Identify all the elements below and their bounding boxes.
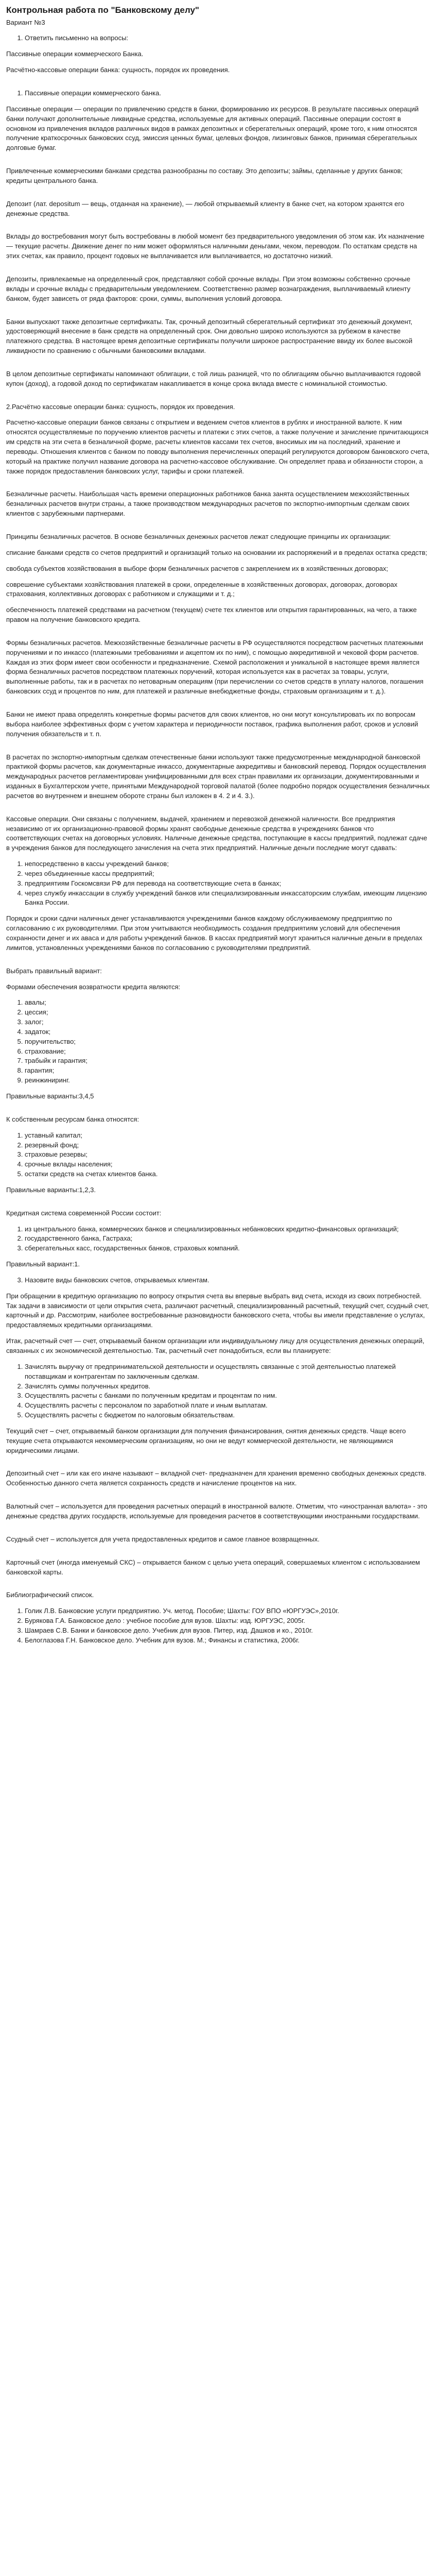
bibliography-item: 1. Голик Л.В. Банковские услуги предприятию. Уч. метод. Пособие; Шахты: ГОУ ВПО «ЮРГУЭС»,2010г.: [25, 1606, 430, 1616]
paragraph-payment-forms: Формы безналичных расчетов. Межхозяйственные безналичные расчеты в РФ осуществляются посредством расчетных платежными поручениями и по инкассо (платежными требованиями и акцептом их по ним), с помощью аккредитивной и чековой форм расчетов. Каждая из этих форм имеет свои особенности и предназначение. Схемой расположения и уникальной в настоящее время является форма безналичных расчетов посредством платежных поручений, которая используется как в расчетах за товары, услуги, выполненные работы, так и в расчетах по нетоварным операциям (при перечислении со счетов средств в уплату налогов, погашения банковских ссуд и процентов по ним, для платежей и различные внебюджетные фонды, страховым организациям и т. д.).: [6, 638, 424, 696]
list-item: 2. государственного банка, Гастраха;: [25, 1234, 430, 1244]
section-3-heading: 3. Назовите виды банковских счетов, открываемых клиентам.: [25, 1276, 430, 1285]
list-item: 4. задаток;: [25, 1027, 430, 1037]
list-item: 1. непосредственно в кассы учреждений банков;: [25, 859, 430, 869]
question-credit-system: Кредитная система современной России состоит:: [6, 1209, 162, 1217]
question-collateral: Формами обеспечения возвратности кредита являются:: [6, 982, 181, 991]
list-item: 4. Осуществлять расчеты с персоналом по заработной плате и иным выплатам.: [25, 1401, 430, 1411]
list-item: 1. Зачислять выручку от предпринимательской деятельности и осуществлять связанные с этой деятельностью платежей поставщикам и контрагентам по заключенным сделкам.: [25, 1362, 430, 1382]
paragraph-banks-advice: Банки не имеют права определять конкретные формы расчетов для своих клиентов, но они могут консультировать их по вопросам выбора наиболее эффективных форм с учетом характера и периодичности поставок, графика выполнения работ, сроков и условий получения обязательств и т. п.: [6, 710, 418, 738]
section-1-heading-list: [6, 89, 430, 98]
paragraph-settlement-account: Итак, расчетный счет — счет, открываемый банком организации или индивидуальному лицу для осуществления денежных операций, связанных с их экономической деятельностью. Так, расчетный счет понадобиться, если вы планируете:: [6, 1337, 425, 1355]
paragraph-account-types: При обращении в кредитную организацию по вопросу открытия счета вы впервые выбрать вид счета, исходя из своих потребностей. Так задачи в зависимости от цели открытия счета, различают расчетный, специализированный расчетный, текущий счет, ссудный счет, карточный и др. Рассмотрим, наиболее востребованные разновидности банковского счета, чтобы вы имели представление о услугах, предоставляемых кредитными организациями.: [6, 1292, 429, 1329]
list-item: 7. трабыйк и гарантия;: [25, 1056, 430, 1066]
paragraph-international: В расчетах по экспортно-импортным сделкам отечественные банки используют также предусмотренные международной банковской практикой формы расчетов, как документарные инкассо, документарные аккредитивы и банковский перевод. Порядок осуществления международных расчетов регламентирован унифицированными для всех стран правилами их организации, документированными и изданных в Бухгалтерском учете, принятыми Международной торговой палатой (более подробно порядок осуществления безналичных расчетов во внутреннем и внешнем обороте страны был изложен в 4. 2 и 4. 3.).: [6, 753, 430, 800]
bibliography-item: 3. Шамраев С.В. Банки и банковское дело. Учебник для вузов. Питер, изд. Дашков и ко., 2010г.: [25, 1626, 430, 1636]
section-2-heading: 2.Расчётно кассовые операции банка: сущность, порядок их проведения.: [6, 402, 235, 411]
paragraph-deposit-definition: Депозит (лат. depositum — вещь, отданная на хранение), — любой открываемый клиенту в банке счет, на котором хранятся его денежные средства.: [6, 199, 405, 217]
list-item: 3. Осуществлять расчеты с банками по полученным кредитам и процентам по ним.: [25, 1391, 430, 1401]
bibliography-item: 4. Белоглазова Г.Н. Банковское дело. Учебник для вузов. М.; Финансы и статистика, 2006г.: [25, 1636, 430, 1646]
list-item: 5. Осуществлять расчеты с бюджетом по налоговым обязательствам.: [25, 1411, 430, 1420]
credit-system-options: [6, 1225, 430, 1254]
list-item: 2. через объединенные кассы предприятий;: [25, 869, 430, 879]
bibliography-title: Библиографический список.: [6, 1591, 94, 1599]
list-item: 3. залог;: [25, 1018, 430, 1027]
paragraph-certificates: Банки выпускают также депозитные сертификаты. Так, срочный депозитный сберегательный сертификат это денежный документ, удостоверяющий внесение в банк средств на определенный срок. Они довольно широко используются за рубежом в качестве платежного средства. В настоящее время депозитные сертификаты получили широкое распространение ввиду их более высокой ликвидности по сравнению с обычными банковскими вкладами.: [6, 317, 413, 355]
list-item: 3. предприятиям Госкомсвязи РФ для перевода на соответствующие счета в банках;: [25, 879, 430, 889]
intro-list: [6, 33, 430, 43]
own-resources-options: [6, 1131, 430, 1179]
list-item: 4. через службу инкассации в службу учреждений банков или специализированным инкассаторским службам, имеющим лицензию Банка России.: [25, 889, 430, 908]
choose-heading: Выбрать правильный вариант:: [6, 967, 102, 975]
list-item: 5. остатки средств на счетах клиентов банка.: [25, 1170, 430, 1179]
paragraph-current-account: Текущий счет – счет, открываемый банком организации для получения финансирования, снятия денежных средств. Чаще всего текущие счета открываются некоммерческим организациям, но они не ведут коммерческой деятельности, не являющимися юридическими лицами.: [6, 1427, 406, 1454]
list-item: 4. срочные вклады населения;: [25, 1160, 430, 1170]
intro-item: 1. Ответить письменно на вопросы:: [25, 33, 430, 43]
paragraph-attracted-funds: Привлеченные коммерческими банками средства разнообразны по составу. Это депозиты; займы, сделанные у других банков; кредиты центрального банка.: [6, 167, 403, 184]
variant-label: Вариант №3: [6, 18, 45, 26]
paragraph-cash-ops: Кассовые операции. Они связаны с получением, выдачей, хранением и перевозкой денежной наличности. Все предприятия независимо от их организационно-правовой формы хранят свободные денежные средства в учреждениях банков что соответствующих счетах на договорных условиях. Наличные денежные средства, поступающие в кассы предприятий, подлежат сдаче в учреждения банков для последующего зачисления на счета этих предприятий. Наличные деньги последние могут сдавать:: [6, 815, 427, 852]
list-item: 1. авалы;: [25, 998, 430, 1008]
answer-own-resources: Правильные варианты:1,2,3.: [6, 1185, 96, 1194]
paragraph-cash-procedure: Порядок и сроки сдачи наличных денег устанавливаются учреждениями банков каждому обслуживаемому предприятию по согласованию с их руководителями. При этом учитываются необходимость создания предприятиям условий для обеспечения сохранности денег и их аваса и для работы учреждений банков. В кассах предприятий могут храниться наличные деньги в пределах лимитов, установленных учреждениями банков по согласованию с руководителями предприятий.: [6, 914, 423, 952]
document-title: Контрольная работа по "Банковскому делу": [6, 5, 199, 15]
paragraph-card-account: Карточный счет (иногда именуемый СКС) – открывается банком с целью учета операций, совершаемых клиентом с использованием банковской карты.: [6, 1558, 420, 1576]
question-own-resources: К собственным ресурсам банка относятся:: [6, 1115, 139, 1123]
list-item: 1. из центрального банка, коммерческих банков и специализированных небанковских кредитно-финансовых организаций;: [25, 1225, 430, 1234]
account-uses-list: [6, 1362, 430, 1420]
list-item: 3. страховые резервы;: [25, 1150, 430, 1160]
paragraph-term-deposits: Депозиты, привлекаемые на определенный срок, представляют собой срочные вклады. При этом возможны собственно срочные вклады и срочные вклады с предварительным уведомлением. Соответственно размер вознаграждения, выплачиваемый клиенту банком, будет зависеть от ряда факторов: сроки, суммы, выполнения условий договора.: [6, 275, 411, 302]
paragraph-principle-2: свобода субъектов хозяйствования в выборе форм безналичных расчетов с закреплением их в хозяйственных договорах;: [6, 564, 388, 572]
paragraph-passive-ops: Пассивные операции — операции по привлечению средств в банки, формированию их ресурсов. В результате пассивных операций банки получают дополнительные ликвидные средства, используемые для активных операций. Пассивные операции состоят в основном из привлечения вкладов различных видов в рамках депозитных и сберегательных операций, кроме того, к ним относятся получение краткосрочных банковских ссуд, эмиссия ценных бумаг, целевых фондов, лизинговых банков, принимая сберегательных долговые бумаг.: [6, 105, 419, 152]
answer-credit-system: Правильный вариант:1.: [6, 1260, 80, 1268]
list-item: 8. гарантия;: [25, 1066, 430, 1076]
collateral-options: [6, 998, 430, 1086]
question-1: Пассивные операции коммерческого Банка.: [6, 50, 144, 58]
paragraph-deposit-account: Депозитный счет – или как его иначе называют – вкладной счет- предназначен для хранения временно свободных денежных средств. Особенностью данного счета является сохранность средств и начисление процентов на них.: [6, 1469, 427, 1487]
answer-collateral: Правильные варианты:3,4,5: [6, 1092, 94, 1100]
list-item: 2. цессия;: [25, 1008, 430, 1018]
paragraph-currency-account: Валютный счет – используется для проведения расчетных операций в иностранной валюте. Отметим, что «иностранная валюта» - это денежные средства других государств, используемые для проведения расчетов в соответствующими иностранными государствами.: [6, 1502, 427, 1520]
section-1-heading: 1. Пассивные операции коммерческого банка.: [25, 89, 430, 98]
list-item: 3. сберегательных касс, государственных банков, страховых компаний.: [25, 1244, 430, 1253]
paragraph-settlement-ops: Расчетно-кассовые операции банков связаны с открытием и ведением счетов клиентов в рублях и иностранной валюте. К ним относятся осуществляемые по поручению клиентов расчеты и платежи с этих счетов, а также получение и зачисление причитающихся им средств на эти счета в безналичной форме, расчеты клиентов кассами тех счетов, вносимых им на последний, хранение и переводы. Отношения клиентов с банком по поводу выполнения перечисленных операций регулируются договором банковского счета, который на практике получил название договора на расчетно-кассовое обслуживание. Он определяет права и обязанности сторон, а также порядок предоставления банковских услуг, тарифы и сроки платежей.: [6, 418, 430, 475]
paragraph-principle-3: соврешение субъектами хозяйствования платежей в сроки, определенные в хозяйственных договорах, договорах, договорах страхования, коллективных договорах с работником и служащими и т. д.;: [6, 580, 397, 598]
list-item: 2. Зачислять суммы полученных кредитов.: [25, 1382, 430, 1392]
paragraph-certificates-bonds: В целом депозитные сертификаты напоминают облигации, с той лишь разницей, что по облигациям обычно выплачиваются годовой купон (доход), а годовой доход по сертификатам накапливается в конце срока вклада вместе с номинальной стоимостью.: [6, 369, 421, 387]
paragraph-demand-deposits: Вклады до востребования могут быть востребованы в любой момент без предварительного уведомления об этом как. Их назначение — текущие расчеты. Движение денег по ним может оформляться наличными деньгами, чеком, переводом. По остаткам средств на этих счетах, как правило, процент годовых не выплачивается или выплачивается, но достаточно низкий.: [6, 232, 425, 260]
question-2: Расчётно-кассовые операции банка: сущность, порядок их проведения.: [6, 66, 230, 74]
list-item: 9. реинжиниринг.: [25, 1076, 430, 1086]
paragraph-loan-account: Ссудный счет – используется для учета предоставленных кредитов и самое главное возвращенных.: [6, 1535, 320, 1543]
bibliography-item: 2. Бурякова Г.А. Банковское дело : учебное пособие для вузов. Шахты: изд. ЮРГУЭС, 2005г.: [25, 1616, 430, 1626]
paragraph-principle-1: списание банками средств со счетов предприятий и организаций только на основании их распоряжений и в пределах остатка средств;: [6, 548, 427, 556]
list-item: 6. страхование;: [25, 1047, 430, 1057]
list-item: 5. поручительство;: [25, 1037, 430, 1047]
paragraph-principle-4: обеспеченность платежей средствами на расчетном (текущем) счете тех клиентов или открытия гарантированных, на чего, а также правом на получение банковского кредита.: [6, 606, 417, 624]
list-item: 2. резервный фонд;: [25, 1141, 430, 1150]
bibliography-list: [6, 1606, 430, 1645]
cash-delivery-list: [6, 859, 430, 908]
paragraph-noncash: Безналичные расчеты. Наибольшая часть времени операционных работников банка занята осуществлением межхозяйственных безналичных расчетов внутри страны, а также производством международных расчетов по экспортно-импортным сделкам своих клиентов с зарубежными партнерами.: [6, 490, 410, 518]
paragraph-principles: Принципы безналичных расчетов. В основе безналичных денежных расчетов лежат следующие принципы их организации:: [6, 533, 391, 541]
list-item: 1. уставный капитал;: [25, 1131, 430, 1141]
section-3-heading-list: [6, 1276, 430, 1285]
